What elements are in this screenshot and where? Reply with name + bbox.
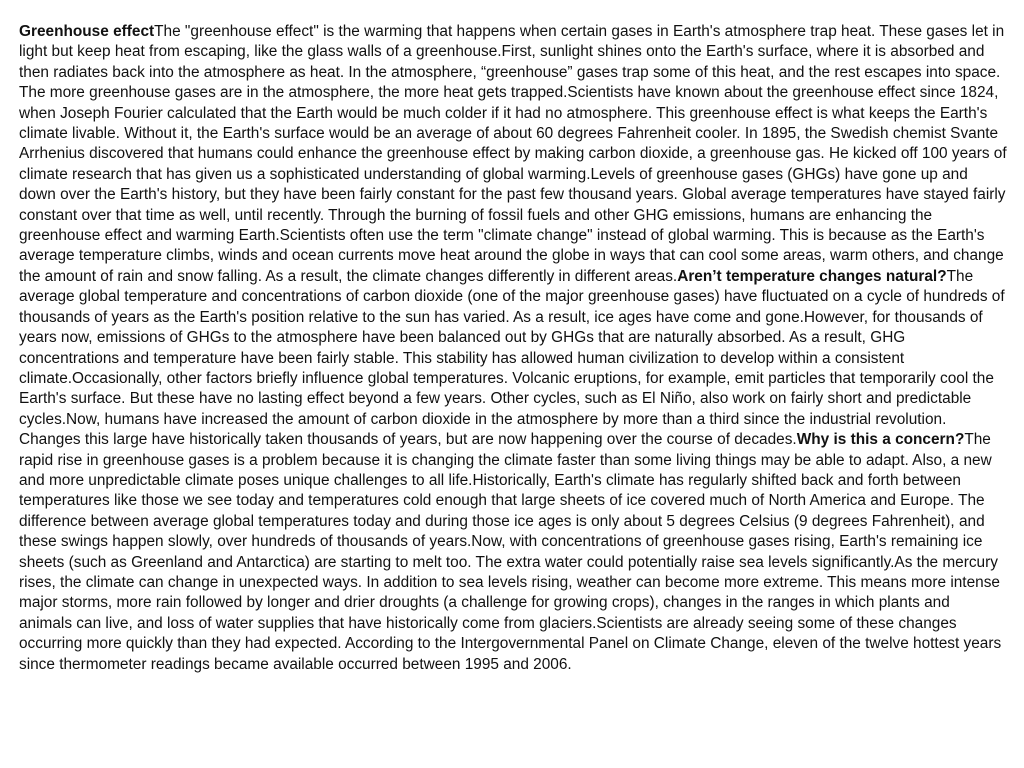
section-greenhouse-effect-text: The "greenhouse effect" is the warming that happens when certain gases in Earth's atmosphere trap heat. These gases let in light but keep heat from escaping, like the glass walls of a greenhouse.First, sunlight shines onto the Earth's surface, where it is absorbed and then radiates back into the atmosphere as heat. In the atmosphere, “greenhouse” gases trap some of this heat, and the rest escapes into space. The more greenhouse gases are in the atmosphere, the more heat gets trapped.Scientists have known about the greenhouse effect since 1824, when Joseph Fourier calculated that the Earth would be much colder if it had no atmosphere. This greenhouse effect is what keeps the Earth's climate livable. Without it, the Earth's surface would be an average of about 60 degrees Fahrenheit cooler. In 1895, the Swedish chemist Svante Arrhenius discovered that humans could enhance the greenhouse effect by making carbon dioxide, a greenhouse gas. He kicked off 100 years of climate research that has given us a sophisticated understanding of global warming.Levels of greenhouse gases (GHGs) have gone up and down over the Earth's history, but they have been fairly constant for the past few thousand years. Global average temperatures have stayed fairly constant over that time as well, until recently. Through the burning of fossil fuels and other GHG emissions, humans are enhancing the greenhouse effect and warming Earth.Scientists often use the term "climate change" instead of global warming. This is because as the Earth's average temperature climbs, winds and ocean currents move heat around the globe in ways that can cool some areas, warm others, and change the amount of rain and snow falling. As a result, the climate changes differently in different areas. [19,23,1007,285]
article-paragraph [19,22,1007,675]
heading-why-concern: Why is this a concern? [796,431,965,449]
heading-greenhouse-effect: Greenhouse effect [19,23,155,40]
section-temperature-changes-text: The average global temperature and concentrations of carbon dioxide (one of the major greenhouse gases) have fluctuated on a cycle of hundreds of thousands of years as the Earth's position relative to the sun has varied. As a result, ice ages have come and gone.However, for thousands of years now, emissions of GHGs to the atmosphere have been balanced out by GHGs that are naturally absorbed. As a result, GHG concentrations and temperature have been fairly stable. This stability has allowed human civilization to develop within a consistent climate.Occasionally, other factors briefly influence global temperatures. Volcanic eruptions, for example, emit particles that temporarily cool the Earth's surface. But these have no lasting effect beyond a few years. Other cycles, such as El Niño, also work on fairly short and predictable cycles.Now, humans have increased the amount of carbon dioxide in the atmosphere by more than a third since the industrial revolution. Changes this large have historically taken thousands of years, but are now happening over the course of decades. [19,267,1005,449]
section-why-concern-text: The rapid rise in greenhouse gases is a problem because it is changing the climate faster than some living things may be able to adapt. Also, a new and more unpredictable climate poses unique challenges to all life.Historically, Earth's climate has regularly shifted back and forth between temperatures like those we see today and temperatures cold enough that large sheets of ice covered much of North America and Europe. The difference between average global temperatures today and during those ice ages is only about 5 degrees Celsius (9 degrees Fahrenheit), and these swings happen slowly, over hundreds of thousands of years.Now, with concentrations of greenhouse gases rising, Earth's remaining ice sheets (such as Greenland and Antarctica) are starting to melt too. The extra water could potentially raise sea levels significantly.As the mercury rises, the climate can change in unexpected ways. In addition to sea levels rising, weather can become more extreme. This means more intense major storms, more rain followed by longer and drier droughts (a challenge for growing crops), changes in the ranges in which plants and animals can live, and loss of water supplies that have historically come from glaciers.Scientists are already seeing some of these changes occurring more quickly than they had expected. According to the Intergovernmental Panel on Climate Change, eleven of the twelve hottest years since thermometer readings became available occurred between 1995 and 2006. [19,431,1002,673]
document-body [19,22,1007,675]
heading-temperature-changes-natural: Aren’t temperature changes natural? [677,267,947,285]
